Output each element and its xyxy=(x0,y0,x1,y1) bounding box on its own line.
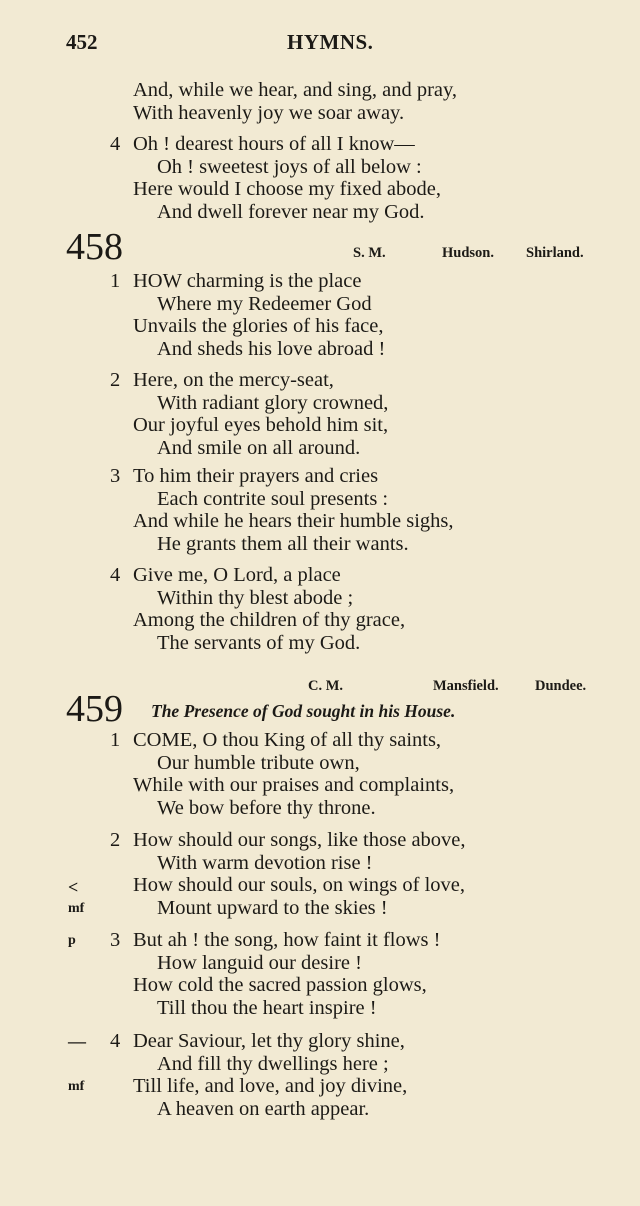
verse-line: HOW charming is the place xyxy=(133,270,362,292)
hymn-tune: Mansfield. xyxy=(433,678,499,694)
dynamic-mf: mf xyxy=(68,1079,85,1094)
dynamic-crescendo: < xyxy=(68,877,79,897)
verse-line: While with our praises and complaints, xyxy=(133,774,455,796)
verse-line: With warm devotion rise ! xyxy=(157,851,373,874)
verse-line: And fill thy dwellings here ; xyxy=(157,1052,389,1075)
stanza-number: 2 xyxy=(110,369,121,391)
verse-line: Till life, and love, and joy divine, xyxy=(133,1075,408,1097)
hymn-number-458: 458 xyxy=(66,226,123,268)
hymn-tune: Dundee. xyxy=(535,678,587,694)
hymn-number-459: 459 xyxy=(66,688,123,730)
stanza-number: 3 xyxy=(110,929,121,951)
hymn-title: The Presence of God sought in his House. xyxy=(151,701,456,721)
verse-line: Unvails the glories of his face, xyxy=(133,315,384,337)
stanza-number: 4 xyxy=(110,1030,121,1052)
verse-line: With radiant glory crowned, xyxy=(157,391,389,414)
verse-line: To him their prayers and cries xyxy=(133,465,379,487)
stanza-number: 3 xyxy=(110,465,121,487)
stanza-number: 1 xyxy=(110,729,121,751)
verse-line: And, while we hear, and sing, and pray, xyxy=(133,79,458,101)
verse-line: And while he hears their humble sighs, xyxy=(133,510,454,532)
verse-line: COME, O thou King of all thy saints, xyxy=(133,729,442,751)
verse-line: Within thy blest abode ; xyxy=(157,586,354,609)
stanza-number: 4 xyxy=(110,133,121,155)
hymn-meter: C. M. xyxy=(308,678,344,694)
verse-line: How languid our desire ! xyxy=(157,951,362,974)
verse-line: Till thou the heart inspire ! xyxy=(157,996,377,1019)
running-title: HYMNS. xyxy=(287,30,374,54)
verse-line: And smile on all around. xyxy=(157,436,361,459)
hymn-meter: S. M. xyxy=(353,245,386,261)
verse-line: How should our songs, like those above, xyxy=(133,829,466,851)
verse-line: And sheds his love abroad ! xyxy=(157,337,386,360)
hymn-tune: Hudson. xyxy=(442,245,494,261)
verse-line: We bow before thy throne. xyxy=(157,796,376,819)
verse-line: How cold the sacred passion glows, xyxy=(133,974,427,996)
verse-line: Our joyful eyes behold him sit, xyxy=(133,414,389,436)
stanza-number: 1 xyxy=(110,270,121,292)
verse-line: Mount upward to the skies ! xyxy=(157,896,388,919)
dynamic-p: p xyxy=(68,933,76,948)
hymn-tune: Shirland. xyxy=(526,245,584,261)
stanza-number: 4 xyxy=(110,564,121,586)
verse-line: Here would I choose my fixed abode, xyxy=(133,178,441,200)
dynamic-mf: mf xyxy=(68,901,85,916)
verse-line: But ah ! the song, how faint it flows ! xyxy=(133,929,441,951)
verse-line: And dwell forever near my God. xyxy=(157,201,425,223)
verse-line: He grants them all their wants. xyxy=(157,532,409,555)
verse-line: Among the children of thy grace, xyxy=(133,609,406,631)
verse-line: Dear Saviour, let thy glory shine, xyxy=(133,1030,405,1052)
verse-line: Give me, O Lord, a place xyxy=(133,564,341,586)
verse-line: The servants of my God. xyxy=(157,631,361,654)
page-number: 452 xyxy=(66,30,98,54)
verse-line: How should our souls, on wings of love, xyxy=(133,874,465,896)
verse-line: Each contrite soul presents : xyxy=(157,487,389,510)
verse-line: Oh ! sweetest joys of all below : xyxy=(157,156,422,178)
verse-line: A heaven on earth appear. xyxy=(157,1097,370,1120)
verse-line: Where my Redeemer God xyxy=(157,292,372,315)
dynamic-dash: — xyxy=(68,1031,86,1051)
verse-line: Here, on the mercy-seat, xyxy=(133,369,334,391)
stanza-number: 2 xyxy=(110,829,121,851)
verse-line: With heavenly joy we soar away. xyxy=(133,102,405,124)
verse-line: Our humble tribute own, xyxy=(157,751,360,774)
verse-line: Oh ! dearest hours of all I know— xyxy=(133,133,415,155)
